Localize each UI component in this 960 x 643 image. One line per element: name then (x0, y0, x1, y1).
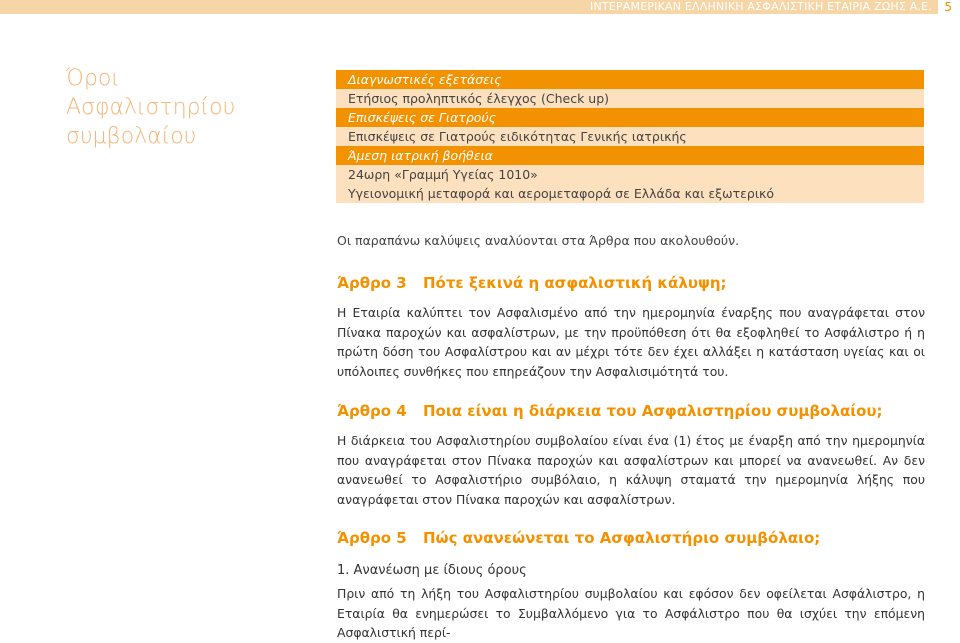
article-4-heading (337, 402, 883, 420)
section-side-title: Όροι Ασφαλιστηρίου συμβολαίου (66, 66, 236, 149)
page-number: 5 (944, 0, 952, 14)
benefit-item-transport: Υγειονομική μεταφορά και αερομεταφορά σε Ελλάδα και εξωτερικό (348, 186, 775, 201)
benefits-box (336, 70, 924, 203)
article-5-number: Άρθρο 5 (337, 529, 407, 547)
article-3-title: Πότε ξεκινά η ασφαλιστική κάλυψη; (423, 274, 727, 292)
article-5-heading (337, 529, 820, 547)
article-3-heading (337, 274, 727, 292)
benefit-item-general-practice: Επισκέψεις σε Γιατρούς ειδικότητας Γενικής ιατρικής (348, 129, 687, 144)
article-5-subheading: 1. Ανανέωση με ίδιους όρους (337, 563, 527, 578)
benefit-heading-diagnostic: Διαγνωστικές εξετάσεις (336, 70, 924, 89)
company-name: ΙΝΤΕΡΑΜΕΡΙΚΑΝ ΕΛΛΗΝΙΚΗ ΑΣΦΑΛΙΣΤΙΚΗ ΕΤΑΙΡΙΑ ΖΩΗΣ Α.Ε. (590, 0, 932, 13)
benefit-heading-emergency: Άμεση ιατρική βοήθεια (336, 146, 924, 165)
article-4-title: Ποια είναι η διάρκεια του Ασφαλιστηρίου συμβολαίου; (423, 402, 883, 420)
benefit-item-health-line: 24ωρη «Γραμμή Υγείας 1010» (348, 167, 538, 182)
article-5-body: Πριν από τη λήξη του Ασφαλιστηρίου συμβολαίου και εφόσον δεν οφείλεται Ασφάλιστρο, η Εταιρία θα ενημερώσει το Συμβαλλόμενο για το Ασφάλιστρο που θα ισχύει την επόμενη Ασφαλιστική περί- (337, 586, 925, 640)
benefit-heading-doctor-visits: Επισκέψεις σε Γιατρούς (336, 108, 924, 127)
article-3-body: Η Εταιρία καλύπτει τον Ασφαλισμένο από την ημερομηνία έναρξης που αναγράφεται στον Πίνακα παροχών και ασφαλίστρων, με την προϋπόθεση ότι θα εξοφληθεί το Ασφάλιστρο ή η πρώτη δόση του Ασφαλίστρου και αν μέχρι τότε δεν έχει αλλάξει η κατάσταση υγείας και οι υπόλοιπες συνθήκες που επηρεάζουν την Ασφαλισιμότητά του. (337, 305, 925, 379)
article-3-number: Άρθρο 3 (337, 274, 407, 292)
article-4-number: Άρθρο 4 (337, 402, 407, 420)
benefit-item-checkup: Ετήσιος προληπτικός έλεγχος (Check up) (348, 91, 610, 106)
article-4-body: Η διάρκεια του Ασφαλιστηρίου συμβολαίου είναι ένα (1) έτος με έναρξη από την ημερομηνία που αναγράφεται στον Πίνακα παροχών και ασφαλίστρων και μπορεί να ανανεωθεί. Αν δεν ανανεωθεί το Ασφαλιστήριο συμβόλαιο, η κάλυψη σταματά την ημερομηνία λήξης που αναγράφεται στον Πίνακα παροχών και ασφαλίστρων. (337, 433, 925, 507)
benefits-note: Οι παραπάνω καλύψεις αναλύονται στα Άρθρα που ακολουθούν. (337, 233, 740, 248)
article-5-title: Πώς ανανεώνεται το Ασφαλιστήριο συμβόλαιο; (423, 529, 821, 547)
